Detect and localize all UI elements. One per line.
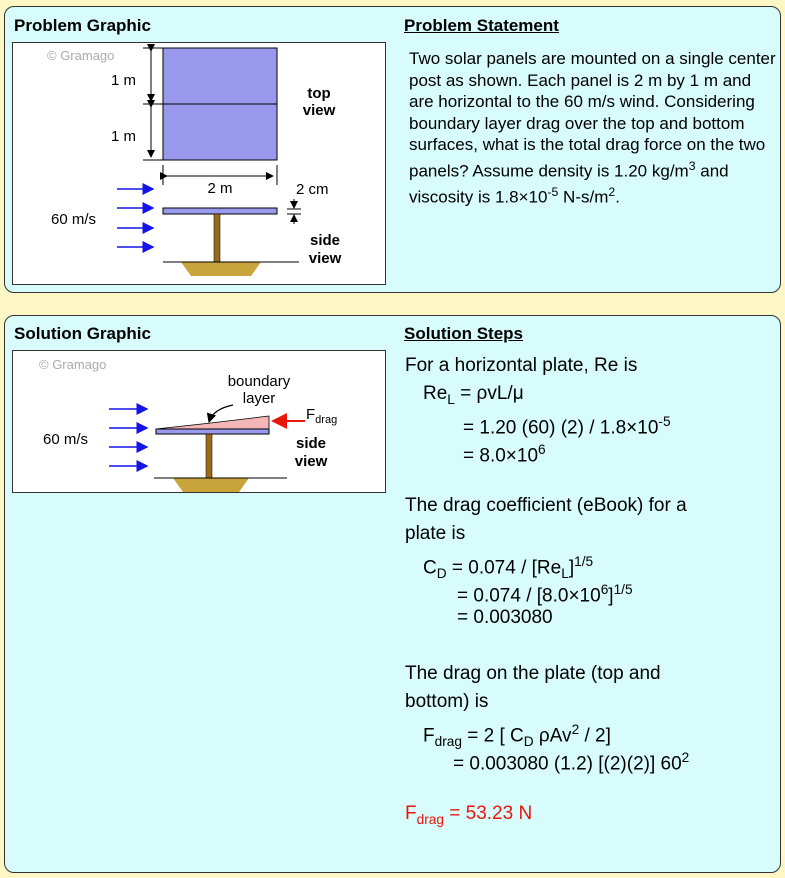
top-view-label-2: view xyxy=(302,102,336,119)
solution-steps xyxy=(405,352,690,828)
dim-label-2cm: 2 cm xyxy=(296,181,329,198)
top-view-label-1: top xyxy=(307,85,331,102)
step-line: = $8.0\times 10^6$ xyxy=(463,442,546,467)
step-line: = 0.003080 (1.2) [(2)(2)] $60^2$ xyxy=(453,750,690,775)
step-line: $Re_L = \rho vL/\mu$ xyxy=(423,383,524,407)
problem-graphic-title: Problem Graphic xyxy=(14,16,151,35)
step-line: The drag on the plate (top and xyxy=(405,663,661,684)
wind-speed-label: 60 m/s xyxy=(51,211,97,228)
side-view-label-2: view xyxy=(308,250,342,267)
ground xyxy=(173,478,249,492)
boundary-layer xyxy=(156,416,269,429)
side-view-label-1: side xyxy=(309,232,341,249)
wind-speed-label: 60 m/s xyxy=(43,431,89,448)
step-line: The drag coefficient (eBook) for a xyxy=(405,495,687,516)
step-line: = 1.20 (60) $(2) / 1.8\times 10^{-5}$ xyxy=(463,414,671,439)
problem-panel xyxy=(4,6,781,293)
dim-label-1m-bottom: 1 m xyxy=(111,128,137,145)
boundary-label-1: boundary xyxy=(227,373,291,390)
boundary-label-2: layer xyxy=(242,390,276,407)
step-line: = 0.003080 xyxy=(457,607,553,628)
side-view-label-2: view xyxy=(294,453,328,470)
dim-label-1m-top: 1 m xyxy=(111,72,137,89)
ground xyxy=(181,262,261,276)
step-spacer xyxy=(405,772,687,800)
problem-figure xyxy=(12,42,386,285)
boundary-pointer xyxy=(209,405,233,422)
side-view-label-1: side xyxy=(295,435,327,452)
final-answer: $F_{drag} = 53.23$ N xyxy=(405,803,533,827)
plate xyxy=(156,429,269,434)
problem-diagram xyxy=(13,43,385,284)
step-line: = $0.074 / [8.0\times 10^6]^{1/5}$ xyxy=(457,582,633,607)
step-line: plate is xyxy=(405,523,466,544)
drag-force-label: $F_{drag}$ xyxy=(306,406,338,426)
post xyxy=(214,214,220,262)
dim-label-2m: 2 m xyxy=(207,180,233,197)
copyright: © Gramago xyxy=(47,48,115,63)
solution-steps-title: Solution Steps xyxy=(404,324,523,343)
step-line: bottom) is xyxy=(405,691,489,712)
copyright: © Gramago xyxy=(39,357,107,372)
step-line: For a horizontal plate, Re is xyxy=(405,355,638,376)
solution-graphic-title: Solution Graphic xyxy=(14,324,151,343)
step-spacer xyxy=(405,632,687,660)
side-view-plate xyxy=(163,208,277,214)
step-line: $F_{drag} = 2$ [ $C_D$ ρAv$^2$ / 2] xyxy=(423,722,611,750)
step-spacer xyxy=(405,464,687,492)
problem-statement-text: Two solar panels are mounted on a single center post as shown. Each panel is 2 m by 1 m and are horizontal to the 60 m/s wind. Considering boundary layer drag over the top and bottom surfaces, what is the total drag force on the two panels? Assume density is 1.20 $kg/m^3$ and viscosity is $1.8\times 10^{-5}$ $N-s/m^2$. xyxy=(409,49,776,207)
solution-diagram xyxy=(13,351,385,492)
solution-figure xyxy=(12,350,386,493)
problem-statement-title: Problem Statement xyxy=(404,16,559,35)
post xyxy=(206,434,212,478)
step-line: $C_D = 0.074 / [Re_L]^{1/5}$ xyxy=(423,554,594,582)
